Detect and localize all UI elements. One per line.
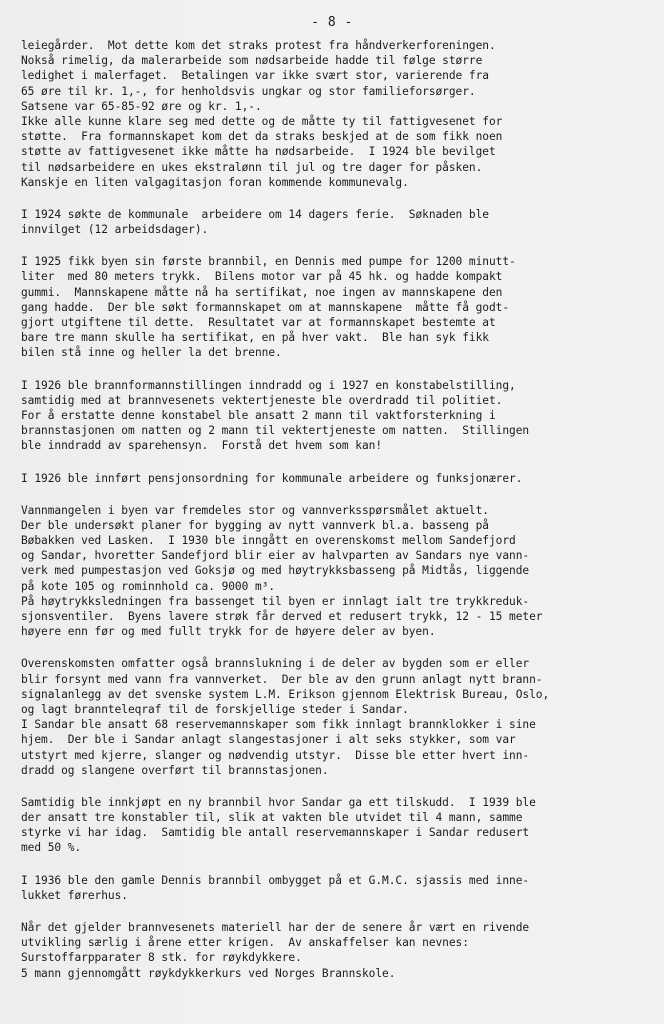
- text-line: støtte. Fra formannskapet kom det da straks beskjed at de som fikk noen: [21, 130, 503, 144]
- paragraph: [21, 38, 651, 190]
- text-line: og lagt brannteleqraf til de forskjellige steder i Sandar.: [21, 702, 409, 716]
- text-line: utstyrt med kjerre, slanger og nødvendig utstyr. Disse ble etter hvert inn-: [21, 748, 530, 762]
- text-line: samtidig med at brannvesenets vektertjeneste ble overdradd til politiet.: [21, 393, 503, 407]
- text-line: Overenskomsten omfatter også brannslukning i de deler av bygden som er eller: [21, 657, 530, 671]
- paragraph: [21, 503, 651, 640]
- text-line: Satsene var 65-85-92 øre og kr. 1,-.: [21, 99, 262, 113]
- page-number: - 8 -: [311, 15, 353, 30]
- text-line: I 1924 søkte de kommunale arbeidere om 14 dagers ferie. Søknaden ble: [21, 207, 489, 221]
- text-line: Ikke alle kunne klare seg med dette og de måtte ty til fattigvesenet for: [21, 114, 503, 128]
- paragraph: [21, 920, 651, 981]
- text-line: leiegårder. Mot dette kom det straks protest fra håndverkerforeningen.: [21, 39, 496, 52]
- text-line: høyere enn før og med fullt trykk for de høyere deler av byen.: [21, 625, 436, 639]
- paragraph: [21, 378, 651, 454]
- text-line: I 1926 ble innført pensjonsordning for kommunale arbeidere og funksjonærer.: [21, 471, 523, 485]
- text-line: verk med pumpestasjon ved Goksjø og med høytrykksbasseng på Midtås, liggende: [21, 564, 530, 578]
- text-line: Kanskje en liten valgagitasjon foran kommende kommunevalg.: [21, 175, 409, 189]
- text-line: lukket førerhus.: [21, 888, 128, 902]
- text-line: Samtidig ble innkjøpt en ny brannbil hvor Sandar ga ett tilskudd. I 1939 ble: [21, 795, 536, 809]
- text-line: og Sandar, hvoretter Sandefjord blir eier av halvparten av Sandars nye vann-: [21, 549, 530, 563]
- text-line: Nokså rimelig, da malerarbeide som nødsarbeide hadde til følge større: [21, 54, 483, 68]
- text-line: 5 mann gjennomgått røykdykkerkurs ved Norges Brannskole.: [21, 966, 396, 980]
- text-line: styrke vi har idag. Samtidig ble antall reservemannskaper i Sandar redusert: [21, 826, 530, 840]
- text-line: ble inndradd av sparehensyn. Forstå det hvem som kan!: [21, 439, 383, 453]
- text-line: Når det gjelder brannvesenets materiell har der de senere år vært en rivende: [21, 921, 530, 934]
- text-line: bare tre mann skulle ha sertifikat, en på hver vakt. Ble han syk fikk: [21, 331, 489, 345]
- paragraph: [21, 656, 651, 778]
- text-line: med 50 %.: [21, 841, 82, 855]
- text-line: gang hadde. Der ble søkt formannskapet om at mannskapene måtte få godt-: [21, 300, 510, 314]
- text-line: bilen stå inne og heller la det brenne.: [21, 346, 282, 360]
- text-line: Surstoffarpparater 8 stk. for røykdykkere.: [21, 951, 302, 965]
- text-line: For å erstatte denne konstabel ble ansatt 2 mann til vaktforsterkning i: [21, 408, 496, 422]
- text-line: liter med 80 meters trykk. Bilens motor var på 45 hk. og hadde kompakt: [21, 270, 503, 284]
- text-line: Vannmangelen i byen var fremdeles stor og vannverksspørsmålet aktuelt.: [21, 503, 489, 517]
- text-line: I 1925 fikk byen sin første brannbil, en Dennis med pumpe for 1200 minutt-: [21, 255, 516, 269]
- text-line: På høytrykksledningen fra bassenget til byen er innlagt ialt tre trykkreduk-: [21, 594, 530, 608]
- paragraph: [21, 471, 651, 486]
- text-line: sjonsventiler. Byens lavere strøk får derved et redusert trykk, 12 - 15 meter: [21, 610, 543, 623]
- text-line: Der ble undersøkt planer for bygging av nytt vannverk bl.a. basseng på: [21, 518, 489, 532]
- text-line: på kote 105 og rominnhold ca. 9000 m³.: [21, 579, 276, 593]
- text-line: innvilget (12 arbeidsdager).: [21, 223, 209, 237]
- text-line: I Sandar ble ansatt 68 reservemannskaper som fikk innlagt brannklokker i sine: [21, 718, 536, 732]
- text-line: til nødsarbeidere en ukes ekstralønn til jul og tre dager for påsken.: [21, 160, 483, 174]
- paragraph: [21, 795, 651, 856]
- text-line: gummi. Mannskapene måtte nå ha sertifikat, noe ingen av mannskapene den: [21, 285, 503, 299]
- text-line: Bøbakken ved Lasken. I 1930 ble inngått en overenskomst mellom Sandefjord: [21, 534, 516, 548]
- paragraph: [21, 873, 651, 903]
- text-line: ledighet i malerfaget. Betalingen var ikke svært stor, varierende fra: [21, 69, 489, 83]
- text-line: 65 øre til kr. 1,-, for henholdsvis ungkar og stor familieforsørger.: [21, 84, 476, 98]
- text-line: I 1936 ble den gamle Dennis brannbil ombygget på et G.M.C. sjassis med inne-: [21, 873, 530, 887]
- text-line: blir forsynt med vann fra vannverket. Der ble av den grunn anlagt nytt brann-: [21, 672, 543, 686]
- text-line: signalanlegg av det svenske system L.M. Erikson gjennom Elektrisk Bureau, Oslo,: [21, 687, 550, 701]
- body-text: [21, 38, 651, 998]
- text-line: hjem. Der ble i Sandar anlagt slangestasjoner i alt seks stykker, som var: [21, 733, 516, 747]
- text-line: I 1926 ble brannformannstillingen inndradd og i 1927 en konstabelstilling,: [21, 378, 516, 392]
- text-line: dradd og slangene overført til brannstasjonen.: [21, 763, 329, 777]
- text-line: brannstasjonen om natten og 2 mann til vektertjeneste om natten. Stillingen: [21, 424, 530, 438]
- text-line: støtte av fattigvesenet ikke måtte ha nødsarbeide. I 1924 ble bevilget: [21, 145, 496, 159]
- text-line: utvikling særlig i årene etter krigen. Av anskaffelser kan nevnes:: [21, 936, 469, 950]
- paragraph: [21, 254, 651, 360]
- text-line: der ansatt tre konstabler til, slik at vakten ble utvidet til 4 mann, samme: [21, 811, 523, 825]
- paragraph: [21, 207, 651, 237]
- text-line: gjort utgiftene til dette. Resultatet var at formannskapet bestemte at: [21, 316, 496, 329]
